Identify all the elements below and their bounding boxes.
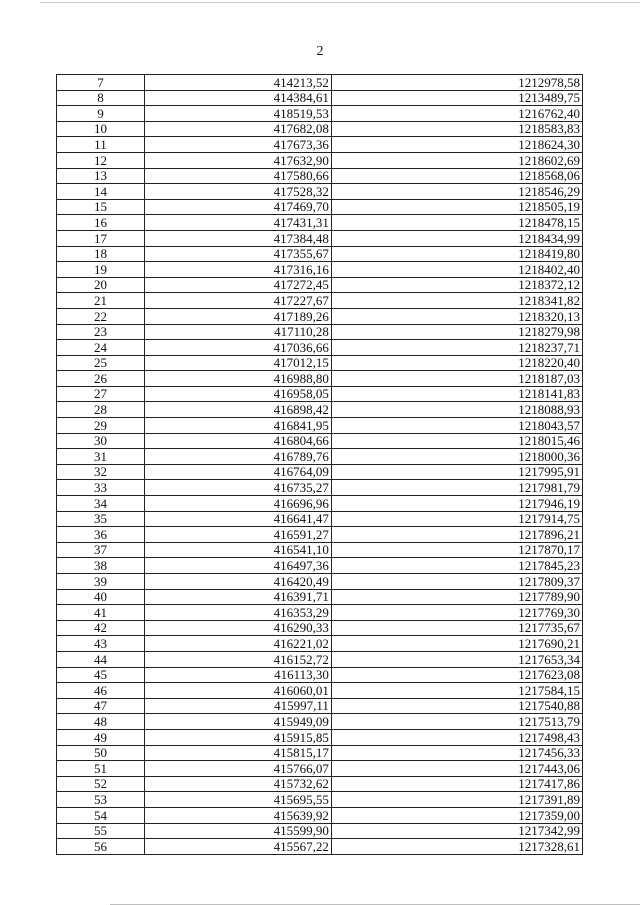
table-row bbox=[57, 324, 583, 340]
x-coordinate-cell: 416391,71 bbox=[144, 589, 331, 605]
y-coordinate-cell: 1218237,71 bbox=[331, 340, 582, 356]
x-coordinate-cell: 417227,67 bbox=[144, 293, 331, 309]
table-row bbox=[57, 355, 583, 371]
table-row bbox=[57, 714, 583, 730]
y-coordinate-cell: 1218000,36 bbox=[331, 449, 582, 465]
y-coordinate-cell: 1218220,40 bbox=[331, 355, 582, 371]
point-number-cell: 33 bbox=[57, 480, 145, 496]
x-coordinate-cell: 415599,90 bbox=[144, 823, 331, 839]
point-number-cell: 11 bbox=[57, 137, 145, 153]
x-coordinate-cell: 417272,45 bbox=[144, 277, 331, 293]
x-coordinate-cell: 417682,08 bbox=[144, 121, 331, 137]
y-coordinate-cell: 1212978,58 bbox=[331, 75, 582, 91]
table-row bbox=[57, 480, 583, 496]
table-row bbox=[57, 75, 583, 91]
table-row bbox=[57, 511, 583, 527]
table-row bbox=[57, 527, 583, 543]
point-number-cell: 23 bbox=[57, 324, 145, 340]
page-number: 2 bbox=[316, 44, 324, 59]
table-row bbox=[57, 558, 583, 574]
y-coordinate-cell: 1218602,69 bbox=[331, 152, 582, 168]
y-coordinate-cell: 1218015,46 bbox=[331, 433, 582, 449]
point-number-cell: 53 bbox=[57, 792, 145, 808]
y-coordinate-cell: 1218341,82 bbox=[331, 293, 582, 309]
table-row bbox=[57, 184, 583, 200]
table-row bbox=[57, 589, 583, 605]
point-number-cell: 10 bbox=[57, 121, 145, 137]
point-number-cell: 22 bbox=[57, 308, 145, 324]
table-row bbox=[57, 823, 583, 839]
point-number-cell: 32 bbox=[57, 464, 145, 480]
y-coordinate-cell: 1216762,40 bbox=[331, 106, 582, 122]
x-coordinate-cell: 416541,10 bbox=[144, 542, 331, 558]
y-coordinate-cell: 1218434,99 bbox=[331, 230, 582, 246]
x-coordinate-cell: 415915,85 bbox=[144, 729, 331, 745]
point-number-cell: 14 bbox=[57, 184, 145, 200]
y-coordinate-cell: 1218583,83 bbox=[331, 121, 582, 137]
table-row bbox=[57, 761, 583, 777]
y-coordinate-cell: 1217809,37 bbox=[331, 574, 582, 590]
table-row bbox=[57, 449, 583, 465]
point-number-cell: 51 bbox=[57, 761, 145, 777]
x-coordinate-cell: 415639,92 bbox=[144, 807, 331, 823]
table-row bbox=[57, 418, 583, 434]
y-coordinate-cell: 1218546,29 bbox=[331, 184, 582, 200]
point-number-cell: 38 bbox=[57, 558, 145, 574]
x-coordinate-cell: 416764,09 bbox=[144, 464, 331, 480]
x-coordinate-cell: 416641,47 bbox=[144, 511, 331, 527]
x-coordinate-cell: 417189,26 bbox=[144, 308, 331, 324]
table-row bbox=[57, 807, 583, 823]
table-row bbox=[57, 574, 583, 590]
x-coordinate-cell: 415997,11 bbox=[144, 698, 331, 714]
table-row bbox=[57, 106, 583, 122]
table-row bbox=[57, 698, 583, 714]
y-coordinate-cell: 1217845,23 bbox=[331, 558, 582, 574]
y-coordinate-cell: 1217584,15 bbox=[331, 683, 582, 699]
x-coordinate-cell: 417384,48 bbox=[144, 230, 331, 246]
x-coordinate-cell: 417469,70 bbox=[144, 199, 331, 215]
x-coordinate-cell: 417431,31 bbox=[144, 215, 331, 231]
table-row bbox=[57, 542, 583, 558]
y-coordinate-cell: 1217623,08 bbox=[331, 667, 582, 683]
x-coordinate-cell: 414384,61 bbox=[144, 90, 331, 106]
x-coordinate-cell: 414213,52 bbox=[144, 75, 331, 91]
x-coordinate-cell: 417316,16 bbox=[144, 262, 331, 278]
point-number-cell: 20 bbox=[57, 277, 145, 293]
y-coordinate-cell: 1217690,21 bbox=[331, 636, 582, 652]
x-coordinate-cell: 416988,80 bbox=[144, 371, 331, 387]
point-number-cell: 44 bbox=[57, 651, 145, 667]
point-number-cell: 19 bbox=[57, 262, 145, 278]
point-number-cell: 46 bbox=[57, 683, 145, 699]
y-coordinate-cell: 1218419,80 bbox=[331, 246, 582, 262]
point-number-cell: 49 bbox=[57, 729, 145, 745]
x-coordinate-cell: 416060,01 bbox=[144, 683, 331, 699]
x-coordinate-cell: 415732,62 bbox=[144, 776, 331, 792]
point-number-cell: 17 bbox=[57, 230, 145, 246]
table-row bbox=[57, 729, 583, 745]
y-coordinate-cell: 1218402,40 bbox=[331, 262, 582, 278]
point-number-cell: 24 bbox=[57, 340, 145, 356]
top-scan-edge bbox=[40, 2, 640, 3]
x-coordinate-cell: 417580,66 bbox=[144, 168, 331, 184]
y-coordinate-cell: 1217498,43 bbox=[331, 729, 582, 745]
y-coordinate-cell: 1218187,03 bbox=[331, 371, 582, 387]
table-row bbox=[57, 605, 583, 621]
point-number-cell: 55 bbox=[57, 823, 145, 839]
y-coordinate-cell: 1217653,34 bbox=[331, 651, 582, 667]
y-coordinate-cell: 1217995,91 bbox=[331, 464, 582, 480]
x-coordinate-cell: 416221,02 bbox=[144, 636, 331, 652]
x-coordinate-cell: 415949,09 bbox=[144, 714, 331, 730]
point-number-cell: 8 bbox=[57, 90, 145, 106]
y-coordinate-cell: 1217540,88 bbox=[331, 698, 582, 714]
table-row bbox=[57, 667, 583, 683]
point-number-cell: 26 bbox=[57, 371, 145, 387]
table-row bbox=[57, 246, 583, 262]
x-coordinate-cell: 415567,22 bbox=[144, 839, 331, 855]
x-coordinate-cell: 417012,15 bbox=[144, 355, 331, 371]
x-coordinate-cell: 415695,55 bbox=[144, 792, 331, 808]
point-number-cell: 31 bbox=[57, 449, 145, 465]
y-coordinate-cell: 1218088,93 bbox=[331, 402, 582, 418]
point-number-cell: 9 bbox=[57, 106, 145, 122]
table-row bbox=[57, 792, 583, 808]
y-coordinate-cell: 1218279,98 bbox=[331, 324, 582, 340]
x-coordinate-cell: 417036,66 bbox=[144, 340, 331, 356]
y-coordinate-cell: 1217417,86 bbox=[331, 776, 582, 792]
table-row bbox=[57, 776, 583, 792]
point-number-cell: 56 bbox=[57, 839, 145, 855]
y-coordinate-cell: 1217946,19 bbox=[331, 496, 582, 512]
x-coordinate-cell: 415766,07 bbox=[144, 761, 331, 777]
table-row bbox=[57, 371, 583, 387]
y-coordinate-cell: 1217981,79 bbox=[331, 480, 582, 496]
point-number-cell: 40 bbox=[57, 589, 145, 605]
table-row bbox=[57, 402, 583, 418]
y-coordinate-cell: 1218141,83 bbox=[331, 386, 582, 402]
point-number-cell: 34 bbox=[57, 496, 145, 512]
y-coordinate-cell: 1217769,30 bbox=[331, 605, 582, 621]
point-number-cell: 12 bbox=[57, 152, 145, 168]
point-number-cell: 50 bbox=[57, 745, 145, 761]
point-number-cell: 13 bbox=[57, 168, 145, 184]
table-row bbox=[57, 620, 583, 636]
point-number-cell: 16 bbox=[57, 215, 145, 231]
point-number-cell: 15 bbox=[57, 199, 145, 215]
y-coordinate-cell: 1217735,67 bbox=[331, 620, 582, 636]
y-coordinate-cell: 1217456,33 bbox=[331, 745, 582, 761]
x-coordinate-cell: 416113,30 bbox=[144, 667, 331, 683]
table-row bbox=[57, 496, 583, 512]
y-coordinate-cell: 1217359,00 bbox=[331, 807, 582, 823]
x-coordinate-cell: 416735,27 bbox=[144, 480, 331, 496]
y-coordinate-cell: 1218043,57 bbox=[331, 418, 582, 434]
point-number-cell: 25 bbox=[57, 355, 145, 371]
x-coordinate-cell: 415815,17 bbox=[144, 745, 331, 761]
coordinates-table bbox=[56, 74, 583, 855]
table-row bbox=[57, 308, 583, 324]
point-number-cell: 35 bbox=[57, 511, 145, 527]
x-coordinate-cell: 417355,67 bbox=[144, 246, 331, 262]
point-number-cell: 54 bbox=[57, 807, 145, 823]
table-row bbox=[57, 839, 583, 855]
y-coordinate-cell: 1218478,15 bbox=[331, 215, 582, 231]
table-row bbox=[57, 745, 583, 761]
point-number-cell: 41 bbox=[57, 605, 145, 621]
point-number-cell: 18 bbox=[57, 246, 145, 262]
point-number-cell: 27 bbox=[57, 386, 145, 402]
table-row bbox=[57, 433, 583, 449]
y-coordinate-cell: 1213489,75 bbox=[331, 90, 582, 106]
table-row bbox=[57, 199, 583, 215]
point-number-cell: 37 bbox=[57, 542, 145, 558]
y-coordinate-cell: 1217342,99 bbox=[331, 823, 582, 839]
point-number-cell: 47 bbox=[57, 698, 145, 714]
point-number-cell: 52 bbox=[57, 776, 145, 792]
table-row bbox=[57, 277, 583, 293]
point-number-cell: 30 bbox=[57, 433, 145, 449]
table-row bbox=[57, 386, 583, 402]
x-coordinate-cell: 416696,96 bbox=[144, 496, 331, 512]
point-number-cell: 48 bbox=[57, 714, 145, 730]
table-row bbox=[57, 636, 583, 652]
table-row bbox=[57, 121, 583, 137]
x-coordinate-cell: 417673,36 bbox=[144, 137, 331, 153]
table-row bbox=[57, 230, 583, 246]
x-coordinate-cell: 416290,33 bbox=[144, 620, 331, 636]
y-coordinate-cell: 1218320,13 bbox=[331, 308, 582, 324]
y-coordinate-cell: 1217328,61 bbox=[331, 839, 582, 855]
table-row bbox=[57, 262, 583, 278]
point-number-cell: 39 bbox=[57, 574, 145, 590]
x-coordinate-cell: 418519,53 bbox=[144, 106, 331, 122]
table-row bbox=[57, 215, 583, 231]
x-coordinate-cell: 417110,28 bbox=[144, 324, 331, 340]
y-coordinate-cell: 1218624,30 bbox=[331, 137, 582, 153]
table-row bbox=[57, 683, 583, 699]
y-coordinate-cell: 1217789,90 bbox=[331, 589, 582, 605]
point-number-cell: 36 bbox=[57, 527, 145, 543]
table-row bbox=[57, 90, 583, 106]
point-number-cell: 45 bbox=[57, 667, 145, 683]
y-coordinate-cell: 1218372,12 bbox=[331, 277, 582, 293]
x-coordinate-cell: 416898,42 bbox=[144, 402, 331, 418]
point-number-cell: 28 bbox=[57, 402, 145, 418]
table-row bbox=[57, 168, 583, 184]
y-coordinate-cell: 1217870,17 bbox=[331, 542, 582, 558]
y-coordinate-cell: 1217914,75 bbox=[331, 511, 582, 527]
y-coordinate-cell: 1218568,06 bbox=[331, 168, 582, 184]
x-coordinate-cell: 416591,27 bbox=[144, 527, 331, 543]
y-coordinate-cell: 1217513,79 bbox=[331, 714, 582, 730]
x-coordinate-cell: 417632,90 bbox=[144, 152, 331, 168]
y-coordinate-cell: 1217443,06 bbox=[331, 761, 582, 777]
x-coordinate-cell: 416353,29 bbox=[144, 605, 331, 621]
x-coordinate-cell: 416789,76 bbox=[144, 449, 331, 465]
y-coordinate-cell: 1217896,21 bbox=[331, 527, 582, 543]
table-row bbox=[57, 651, 583, 667]
point-number-cell: 21 bbox=[57, 293, 145, 309]
x-coordinate-cell: 416152,72 bbox=[144, 651, 331, 667]
table-row bbox=[57, 293, 583, 309]
x-coordinate-cell: 416497,36 bbox=[144, 558, 331, 574]
x-coordinate-cell: 416841,95 bbox=[144, 418, 331, 434]
x-coordinate-cell: 416804,66 bbox=[144, 433, 331, 449]
table-row bbox=[57, 464, 583, 480]
point-number-cell: 43 bbox=[57, 636, 145, 652]
x-coordinate-cell: 416420,49 bbox=[144, 574, 331, 590]
coordinates-table-body bbox=[57, 75, 583, 855]
table-row bbox=[57, 152, 583, 168]
x-coordinate-cell: 416958,05 bbox=[144, 386, 331, 402]
table-row bbox=[57, 137, 583, 153]
table-row bbox=[57, 340, 583, 356]
y-coordinate-cell: 1217391,89 bbox=[331, 792, 582, 808]
point-number-cell: 7 bbox=[57, 75, 145, 91]
x-coordinate-cell: 417528,32 bbox=[144, 184, 331, 200]
point-number-cell: 42 bbox=[57, 620, 145, 636]
point-number-cell: 29 bbox=[57, 418, 145, 434]
y-coordinate-cell: 1218505,19 bbox=[331, 199, 582, 215]
